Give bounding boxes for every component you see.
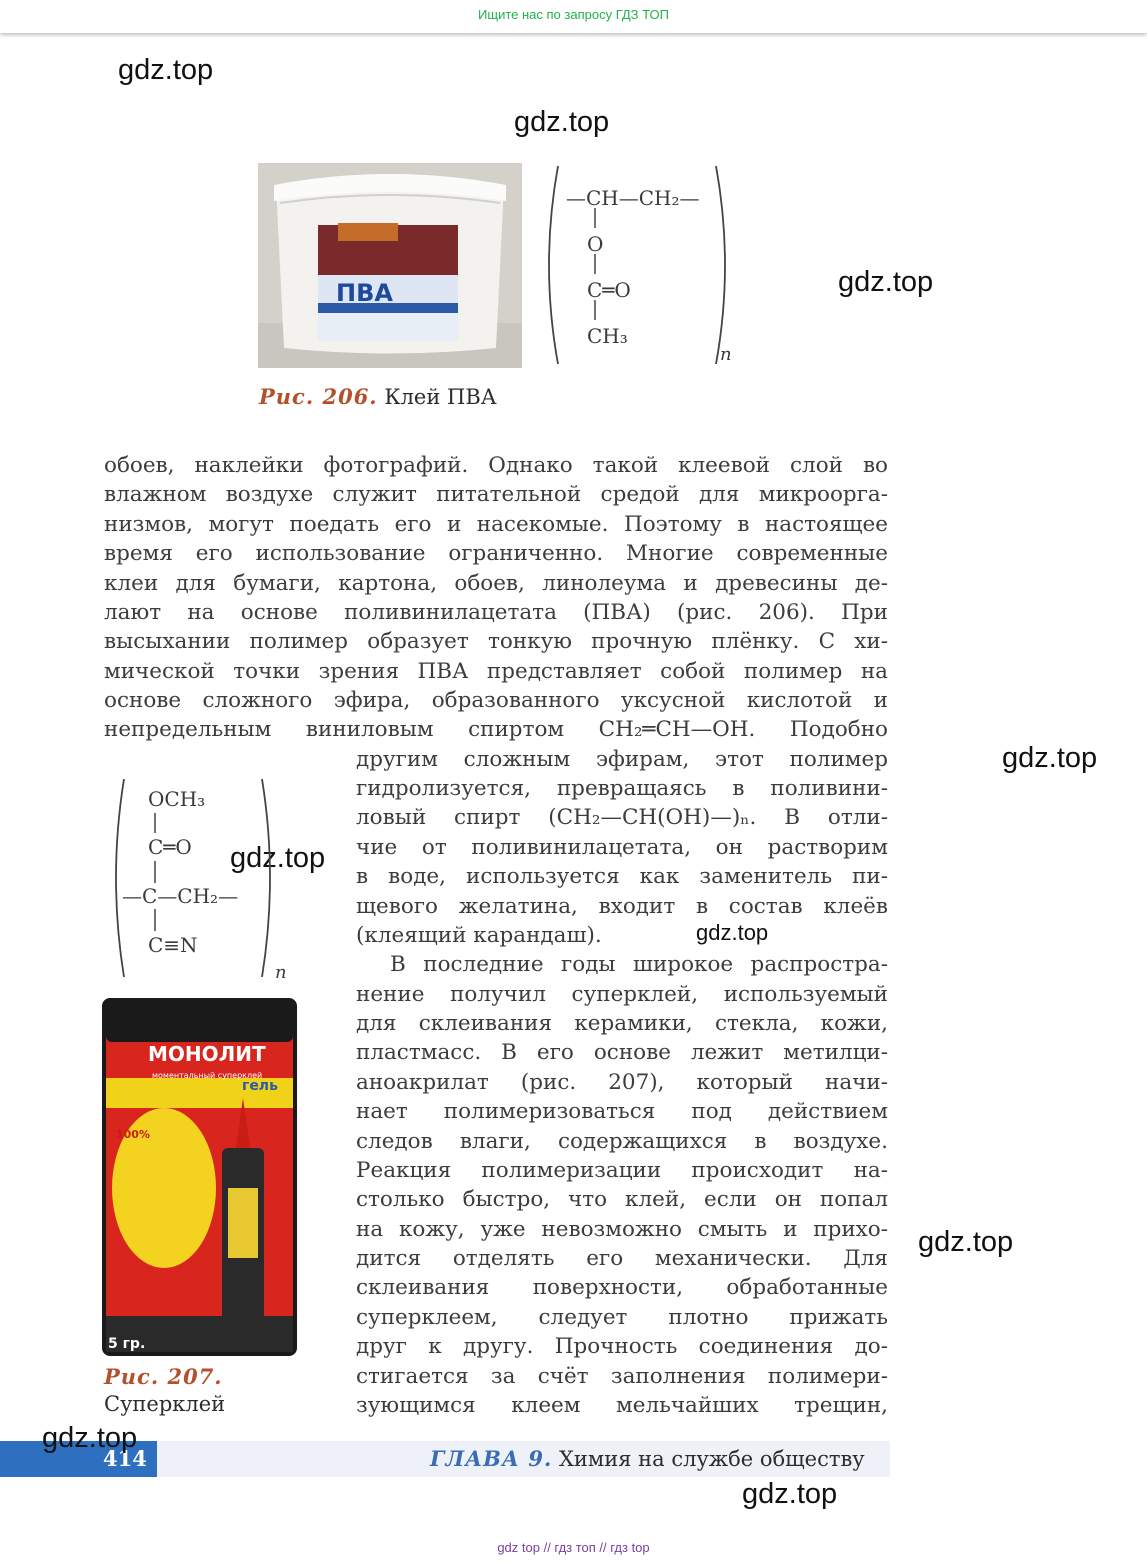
formula-carbonyl: C═O xyxy=(587,278,631,302)
text-line: гидролизуется, превращаясь в поливини- xyxy=(356,776,888,801)
watermark: gdz.top xyxy=(742,1478,838,1510)
formula-n: n xyxy=(275,962,287,983)
text-line: на кожу, уже невозможно смыть и прихо- xyxy=(356,1217,888,1242)
gel-badge: гель xyxy=(242,1078,278,1094)
weight-label: 5 гр. xyxy=(108,1336,146,1352)
text-line: столько быстро, что клей, если он попал xyxy=(356,1187,888,1212)
text-line: следов влаги, содержащихся в воздухе. xyxy=(356,1129,888,1154)
percent-badge: 100% xyxy=(116,1128,150,1141)
watermark: gdz.top xyxy=(696,920,769,945)
text-line: чие от поливинилацетата, он растворим xyxy=(356,835,888,860)
page-number: 414 xyxy=(103,1446,147,1471)
text-line: нение получил суперклей, используемый xyxy=(356,982,888,1007)
top-banner xyxy=(0,0,1147,33)
text-line: В последние годы широкое распростра- xyxy=(390,952,888,977)
figure-207-label xyxy=(104,1364,223,1389)
text-line: лают на основе поливинилацетата (ПВА) (рис. 206). При xyxy=(104,600,888,625)
text-line: основе сложного эфира, образованного уксусной кислотой и xyxy=(104,688,888,713)
text-line: аноакрилат (рис. 207), который начи- xyxy=(356,1070,888,1095)
chapter-label: ГЛАВА 9. xyxy=(430,1446,553,1471)
formula-backbone: —CH—CH₂— xyxy=(566,186,700,210)
watermark: gdz.top xyxy=(514,106,610,138)
text-line: клеи для бумаги, картона, обоев, линолеума и древесины де- xyxy=(104,571,888,596)
product-name: МОНОЛИТ xyxy=(148,1042,266,1066)
text-line: суперклеем, следует плотно прижать xyxy=(356,1305,888,1330)
chapter-name: Химия на службе обществу xyxy=(558,1447,865,1471)
text-line: щевого желатина, входит в состав клеёв xyxy=(356,894,888,919)
formula-o: O xyxy=(587,232,604,256)
product-subtitle: моментальный суперклей xyxy=(152,1071,263,1080)
formula-backbone: —C—CH₂— xyxy=(122,884,239,908)
text-line: (клеящий карандаш). xyxy=(356,923,602,948)
text-line: склеивания поверхности, обработанные xyxy=(356,1275,888,1300)
watermark: gdz.top xyxy=(230,842,326,874)
text-line: дится отделять его механически. Для xyxy=(356,1246,888,1271)
chapter-title xyxy=(430,1446,865,1471)
formula-och3: OCH₃ xyxy=(148,787,206,811)
text-line: зующимся клеем мельчайших трещин, xyxy=(356,1393,888,1418)
formula-n: n xyxy=(720,344,732,365)
text-line: стигается за счёт заполнения полимери- xyxy=(356,1364,888,1389)
superglue-photo xyxy=(102,998,297,1356)
text-line: пластмасс. В его основе лежит метилци- xyxy=(356,1040,888,1065)
watermark: gdz.top xyxy=(1002,742,1098,774)
text-line: обоев, наклейки фотографий. Однако такой клеевой слой во xyxy=(104,453,888,478)
text-line: Реакция полимеризации происходит на- xyxy=(356,1158,888,1183)
figure-207-number: Рис. 207. xyxy=(104,1364,223,1389)
text-line: непредельным виниловым спиртом CH₂═CH—OH. Подобно xyxy=(104,717,888,742)
formula-carbonyl: C═O xyxy=(148,835,192,859)
text-line: влажном воздухе служит питательной средой для микроорга- xyxy=(104,482,888,507)
figure-206-caption xyxy=(259,384,497,409)
figure-206-title: Клей ПВА xyxy=(384,385,497,409)
text-line: для склеивания керамики, стекла, кожи, xyxy=(356,1011,888,1036)
text-line: другим сложным эфирам, этот полимер xyxy=(356,747,888,772)
text-line: высыхании полимер образует тонкую прочную плёнку. С хи- xyxy=(104,629,888,654)
bottom-links[interactable]: gdz top // гдз топ // гдз top xyxy=(497,1540,650,1555)
top-banner-text: Ищите нас по запросу ГДЗ ТОП xyxy=(478,7,669,22)
text-line: низмов, могут поедать его и насекомые. Поэтому в настоящее xyxy=(104,512,888,537)
figure-206-label: Рис. 206. xyxy=(259,384,378,409)
watermark: gdz.top xyxy=(118,54,214,86)
text-line: время его использование ограниченно. Многие современные xyxy=(104,541,888,566)
pva-glue-photo xyxy=(258,163,522,368)
text-line: друг к другу. Прочность соединения до- xyxy=(356,1334,888,1359)
figure-207-caption: Суперклей xyxy=(104,1392,226,1416)
formula-ch3: CH₃ xyxy=(587,324,628,348)
formula-nitrile: C≡N xyxy=(148,933,198,957)
watermark: gdz.top xyxy=(918,1226,1014,1258)
watermark: gdz.top xyxy=(42,1422,138,1454)
photo-pva-label: ПВА xyxy=(336,279,393,307)
watermark: gdz.top xyxy=(838,266,934,298)
text-line: мической точки зрения ПВА представляет собой полимер на xyxy=(104,659,888,684)
text-line: ловый спирт (CH₂—CH(OH)—)ₙ. В отли- xyxy=(356,805,888,830)
text-line: в воде, используется как заменитель пи- xyxy=(356,864,888,889)
text-line: нает полимеризоваться под действием xyxy=(356,1099,888,1124)
